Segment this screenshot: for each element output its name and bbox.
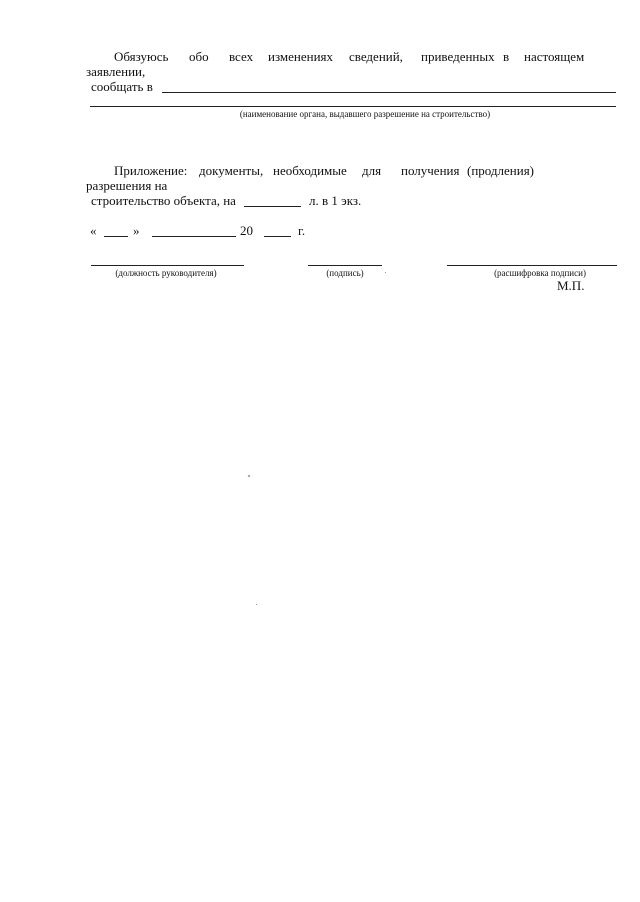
- obligation-word: обо: [189, 49, 209, 64]
- obligation-word: изменениях: [268, 49, 334, 64]
- attachment-word: документы,: [199, 163, 264, 178]
- obligation-word: в: [503, 49, 510, 64]
- attachment-line-2: разрешения на: [86, 178, 168, 193]
- year-century: 20: [240, 223, 253, 238]
- obligation-word: Обязуюсь: [114, 49, 169, 64]
- name-decoding-caption: (расшифровка подписи): [494, 268, 586, 278]
- authority-name-caption: (наименование органа, выдавшего разрешение на строительство): [239, 109, 491, 119]
- signature-field[interactable]: [308, 265, 382, 266]
- year-suffix: г.: [298, 223, 306, 238]
- date-close-quote: »: [133, 223, 140, 238]
- position-caption: (должность руководителя): [115, 268, 217, 278]
- obligation-word: сведений,: [349, 49, 403, 64]
- obligation-word: приведенных: [421, 49, 495, 64]
- scan-speck: [256, 604, 257, 605]
- year-field[interactable]: [264, 236, 291, 237]
- authority-name-field-continued[interactable]: [90, 106, 616, 107]
- date-open-quote: «: [90, 223, 97, 238]
- notify-prefix: сообщать в: [91, 79, 153, 94]
- construction-prefix: строительство объекта, на: [91, 193, 236, 208]
- attachment-word: (продления): [467, 163, 535, 178]
- attachment-word: необходимые: [273, 163, 347, 178]
- scan-speck: [248, 475, 251, 478]
- obligation-word: всех: [229, 49, 254, 64]
- authority-name-field[interactable]: [162, 92, 616, 93]
- scan-speck: [385, 272, 386, 273]
- day-field[interactable]: [104, 236, 128, 237]
- page-count-suffix: л. в 1 экз.: [309, 193, 362, 208]
- signature-caption: (подпись): [326, 268, 364, 278]
- attachment-word: получения: [401, 163, 460, 178]
- stamp-place-label: М.П.: [557, 278, 585, 293]
- page-count-field[interactable]: [244, 206, 301, 207]
- attachment-word: для: [362, 163, 382, 178]
- position-field[interactable]: [91, 265, 244, 266]
- obligation-line-2: заявлении,: [86, 64, 146, 79]
- month-field[interactable]: [152, 236, 236, 237]
- obligation-word: настоящем: [524, 49, 585, 64]
- attachment-word: Приложение:: [114, 163, 188, 178]
- name-decoding-field[interactable]: [447, 265, 617, 266]
